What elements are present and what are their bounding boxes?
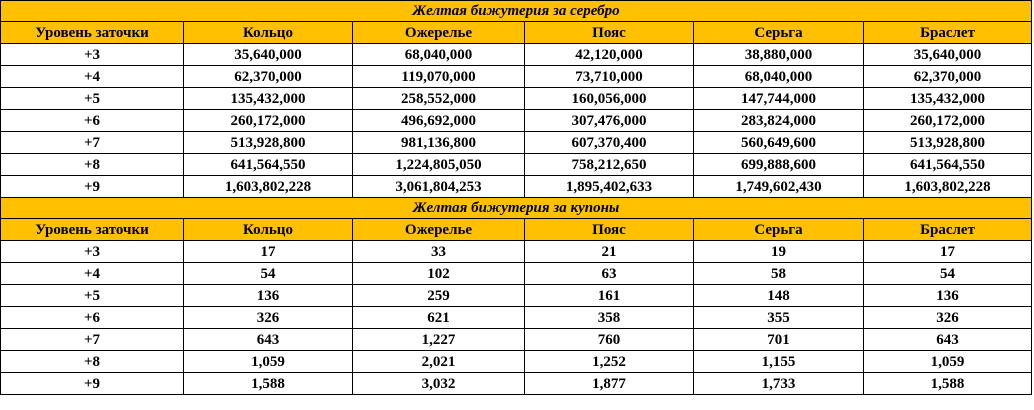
level-cell: +6 — [1, 307, 184, 329]
price-cell: 119,070,000 — [353, 66, 525, 88]
table-row — [1, 176, 1032, 198]
level-cell: +9 — [1, 176, 184, 198]
price-cell: 136 — [184, 285, 353, 307]
level-cell: +3 — [1, 241, 184, 263]
price-cell: 1,603,802,228 — [184, 176, 353, 198]
table-row — [1, 351, 1032, 373]
column-header: Ожерелье — [353, 219, 525, 241]
price-cell: 73,710,000 — [525, 66, 694, 88]
price-cell: 1,749,602,430 — [694, 176, 864, 198]
level-cell: +7 — [1, 132, 184, 154]
column-header: Уровень заточки — [1, 22, 184, 44]
level-cell: +5 — [1, 285, 184, 307]
table-row — [1, 132, 1032, 154]
price-cell: 58 — [694, 263, 864, 285]
price-cell: 136 — [864, 285, 1032, 307]
price-cell: 147,744,000 — [694, 88, 864, 110]
price-cell: 1,733 — [694, 373, 864, 395]
price-cell: 643 — [184, 329, 353, 351]
column-header: Кольцо — [184, 22, 353, 44]
table-row — [1, 110, 1032, 132]
price-cell: 160,056,000 — [525, 88, 694, 110]
table-row — [1, 154, 1032, 176]
price-cell: 102 — [353, 263, 525, 285]
table-row — [1, 241, 1032, 263]
level-cell: +8 — [1, 351, 184, 373]
price-cell: 283,824,000 — [694, 110, 864, 132]
price-cell: 33 — [353, 241, 525, 263]
price-cell: 1,227 — [353, 329, 525, 351]
price-cell: 42,120,000 — [525, 44, 694, 66]
price-cell: 1,588 — [864, 373, 1032, 395]
price-cell: 513,928,800 — [184, 132, 353, 154]
price-cell: 699,888,600 — [694, 154, 864, 176]
price-cell: 758,212,650 — [525, 154, 694, 176]
section-title: Желтая бижутерия за купоны — [1, 198, 1032, 219]
price-cell: 621 — [353, 307, 525, 329]
price-cell: 1,155 — [694, 351, 864, 373]
level-cell: +3 — [1, 44, 184, 66]
price-cell: 607,370,400 — [525, 132, 694, 154]
price-cell: 17 — [864, 241, 1032, 263]
price-cell: 513,928,800 — [864, 132, 1032, 154]
price-cell: 307,476,000 — [525, 110, 694, 132]
table-row — [1, 44, 1032, 66]
price-cell: 2,021 — [353, 351, 525, 373]
price-cell: 1,895,402,633 — [525, 176, 694, 198]
table-row — [1, 329, 1032, 351]
price-cell: 760 — [525, 329, 694, 351]
level-cell: +4 — [1, 263, 184, 285]
price-cell: 68,040,000 — [353, 44, 525, 66]
price-cell: 17 — [184, 241, 353, 263]
price-cell: 68,040,000 — [694, 66, 864, 88]
section-title: Желтая бижутерия за серебро — [1, 1, 1032, 22]
price-cell: 981,136,800 — [353, 132, 525, 154]
price-cell: 54 — [184, 263, 353, 285]
price-cell: 62,370,000 — [864, 66, 1032, 88]
column-header: Серьга — [694, 22, 864, 44]
price-cell: 135,432,000 — [864, 88, 1032, 110]
price-cell: 1,059 — [864, 351, 1032, 373]
price-cell: 643 — [864, 329, 1032, 351]
price-cell: 326 — [184, 307, 353, 329]
column-header: Ожерелье — [353, 22, 525, 44]
column-header: Уровень заточки — [1, 219, 184, 241]
price-cell: 355 — [694, 307, 864, 329]
price-cell: 1,252 — [525, 351, 694, 373]
column-header: Пояс — [525, 22, 694, 44]
column-header: Серьга — [694, 219, 864, 241]
price-cell: 21 — [525, 241, 694, 263]
table-row — [1, 307, 1032, 329]
price-cell: 326 — [864, 307, 1032, 329]
level-cell: +9 — [1, 373, 184, 395]
price-cell: 1,877 — [525, 373, 694, 395]
price-cell: 35,640,000 — [864, 44, 1032, 66]
table-row — [1, 88, 1032, 110]
price-cell: 148 — [694, 285, 864, 307]
table-row — [1, 66, 1032, 88]
level-cell: +8 — [1, 154, 184, 176]
column-header: Браслет — [864, 219, 1032, 241]
price-cell: 38,880,000 — [694, 44, 864, 66]
section-title-row — [1, 198, 1032, 219]
price-cell: 19 — [694, 241, 864, 263]
level-cell: +7 — [1, 329, 184, 351]
price-cell: 641,564,550 — [184, 154, 353, 176]
table-row — [1, 285, 1032, 307]
price-cell: 260,172,000 — [184, 110, 353, 132]
section-title-row — [1, 1, 1032, 22]
column-header-row — [1, 219, 1032, 241]
price-cell: 641,564,550 — [864, 154, 1032, 176]
column-header: Кольцо — [184, 219, 353, 241]
price-cell: 358 — [525, 307, 694, 329]
price-cell: 63 — [525, 263, 694, 285]
table-body — [1, 1, 1032, 395]
price-cell: 1,588 — [184, 373, 353, 395]
level-cell: +4 — [1, 66, 184, 88]
price-cell: 560,649,600 — [694, 132, 864, 154]
price-cell: 62,370,000 — [184, 66, 353, 88]
price-cell: 35,640,000 — [184, 44, 353, 66]
price-cell: 161 — [525, 285, 694, 307]
price-cell: 1,603,802,228 — [864, 176, 1032, 198]
price-cell: 259 — [353, 285, 525, 307]
price-cell: 701 — [694, 329, 864, 351]
price-cell: 3,032 — [353, 373, 525, 395]
level-cell: +6 — [1, 110, 184, 132]
price-cell: 135,432,000 — [184, 88, 353, 110]
level-cell: +5 — [1, 88, 184, 110]
price-cell: 1,224,805,050 — [353, 154, 525, 176]
table-row — [1, 373, 1032, 395]
column-header-row — [1, 22, 1032, 44]
table-row — [1, 263, 1032, 285]
price-cell: 260,172,000 — [864, 110, 1032, 132]
price-cell: 258,552,000 — [353, 88, 525, 110]
price-cell: 1,059 — [184, 351, 353, 373]
column-header: Браслет — [864, 22, 1032, 44]
price-cell: 54 — [864, 263, 1032, 285]
price-cell: 3,061,804,253 — [353, 176, 525, 198]
price-cell: 496,692,000 — [353, 110, 525, 132]
column-header: Пояс — [525, 219, 694, 241]
